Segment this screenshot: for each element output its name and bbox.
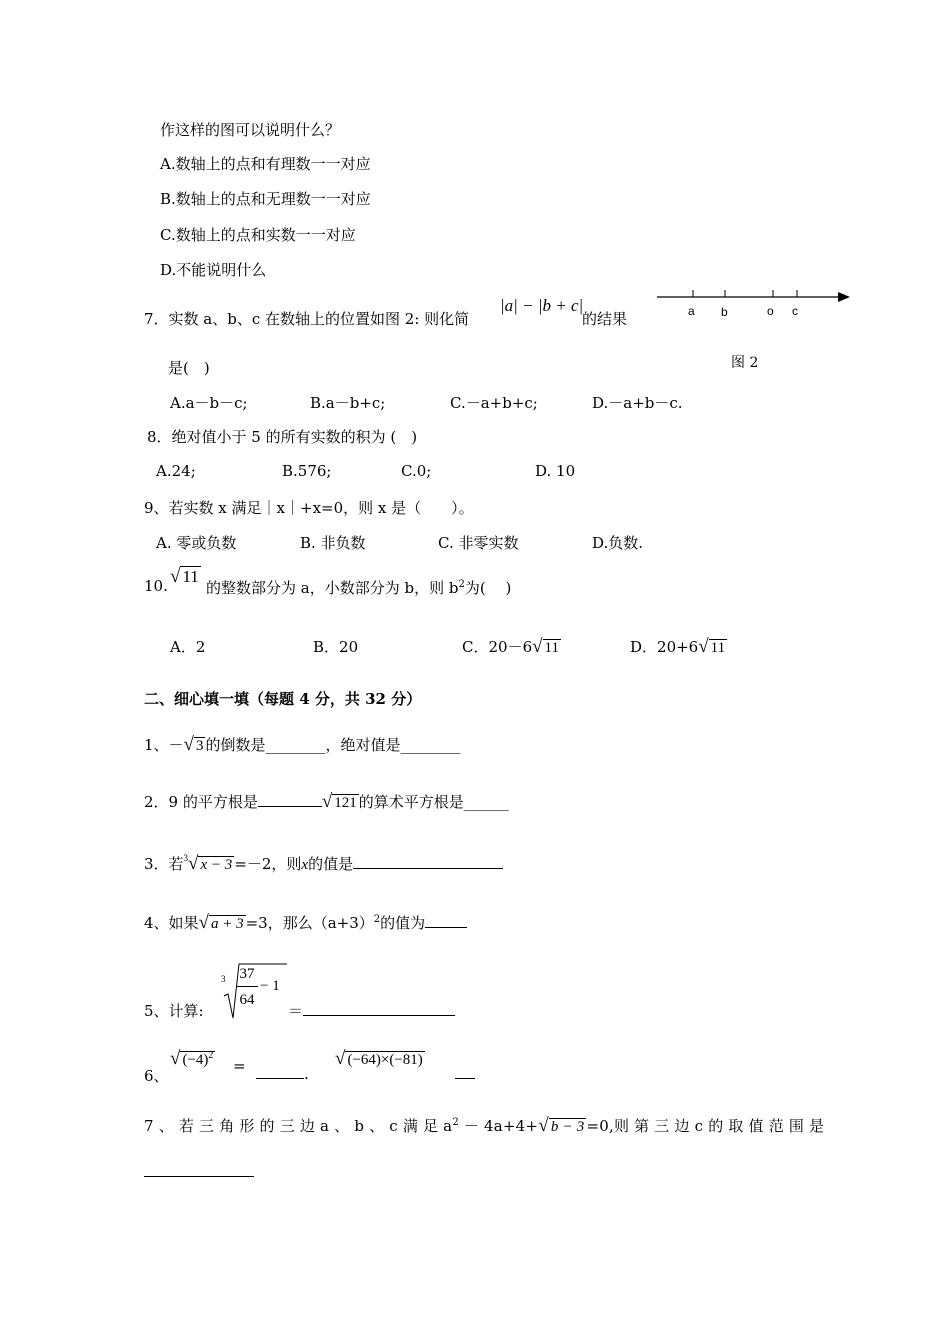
q10-option-b: B．20	[313, 638, 359, 656]
label-c: c	[792, 304, 798, 318]
q6-option-c: C.数轴上的点和实数一一对应	[160, 226, 356, 244]
q6-option-b: B.数轴上的点和无理数一一对应	[160, 190, 371, 208]
fill-5-label: 5、计算:	[144, 1002, 204, 1020]
q10-option-a: A．2	[170, 638, 206, 656]
fill-1: 1、－√ 3 的倒数是________，绝对值是________	[144, 734, 461, 755]
fill-7-blank	[144, 1176, 254, 1177]
q9-stem: 9、若实数 x 满足｜x｜+x=0，则 x 是（ ）。	[144, 499, 474, 517]
q6-option-a: A.数轴上的点和有理数一一对应	[160, 155, 371, 173]
fill-5-tail: − 1	[260, 978, 280, 994]
q7-option-a: A.a－b－c;	[170, 394, 248, 412]
q9-option-a: A. 零或负数	[156, 534, 237, 552]
fill-6-blank2	[455, 1065, 475, 1083]
fill-3: 3．若$^3$√ x − 3 =－2，则x的值是	[144, 853, 503, 875]
q9-option-b: B. 非负数	[300, 534, 366, 552]
number-line-arrow	[838, 292, 850, 302]
fill-5-num: 37	[239, 966, 255, 982]
q8-option-b: B.576;	[282, 462, 332, 480]
q10-stem: 的整数部分为 a，小数部分为 b，则 $b^2$为( )	[206, 579, 512, 597]
q7-stem-pre: 7．实数 a、b、c 在数轴上的位置如图 2: 则化简	[144, 310, 470, 328]
fill-6-expr1: √ $(-4)^2$	[170, 1048, 214, 1069]
fill-4: 4、如果√ a + 3 =3，那么$(a+3)^2$的值为	[144, 912, 467, 934]
label-b: b	[721, 305, 728, 319]
q9-option-c: C. 非零实数	[438, 534, 519, 552]
q10-option-c: C．20－6√ 11	[462, 636, 559, 657]
q8-stem: 8．绝对值小于 5 的所有实数的积为 ( )	[147, 428, 418, 446]
q7-option-d: D.－a+b－c.	[592, 394, 683, 412]
svg-text:3: 3	[221, 974, 226, 984]
fill-5-den: 64	[239, 992, 255, 1008]
fill-6-equals: =	[233, 1057, 246, 1075]
section2-title: 二、细心填一填（每题 4 分，共 32 分）	[144, 690, 422, 708]
fill-7: 7 、 若 三 角 形 的 三 边 a 、 b 、 c 满 足 $a^2 - 4a+4+√$ b − 3 =0,则 第 三 边 c 的 取 值 范 围 是	[144, 1115, 825, 1136]
fill-2: 2．9 的平方根是 √ 121 的算术平方根是______	[144, 791, 509, 812]
q7-option-c: C.－a+b+c;	[450, 394, 538, 412]
q7-stem-post: 的结果	[582, 310, 628, 328]
number-line-figure	[655, 287, 855, 323]
label-a: a	[688, 304, 695, 318]
q7-stem-line2: 是( )	[168, 359, 210, 377]
fill-5-frac-bar	[236, 986, 258, 987]
fill-6-expr2: √ (−64)×(−81)	[335, 1048, 423, 1069]
fill-6-label: 6、	[144, 1067, 169, 1085]
q10-radical: √ 11	[170, 566, 199, 587]
q9-option-d: D.负数.	[592, 534, 644, 552]
fill-5-answer: ＝	[288, 1000, 455, 1021]
q8-option-d: D. 10	[535, 462, 576, 480]
label-o: o	[767, 304, 774, 318]
fill-6-blank1: .	[256, 1065, 309, 1083]
q6-option-d: D.不能说明什么	[160, 261, 267, 279]
q8-option-c: C.0;	[401, 462, 432, 480]
q10-number: 10.	[144, 577, 168, 595]
q7-expression: |a| − |b + c|	[500, 296, 584, 315]
q6-stem: 作这样的图可以说明什么？	[160, 121, 341, 139]
figure-caption: 图 2	[731, 355, 759, 371]
q8-option-a: A.24;	[156, 462, 196, 480]
q7-option-b: B.a－b+c;	[310, 394, 386, 412]
q10-option-d: D．20+6√ 11	[630, 636, 726, 657]
